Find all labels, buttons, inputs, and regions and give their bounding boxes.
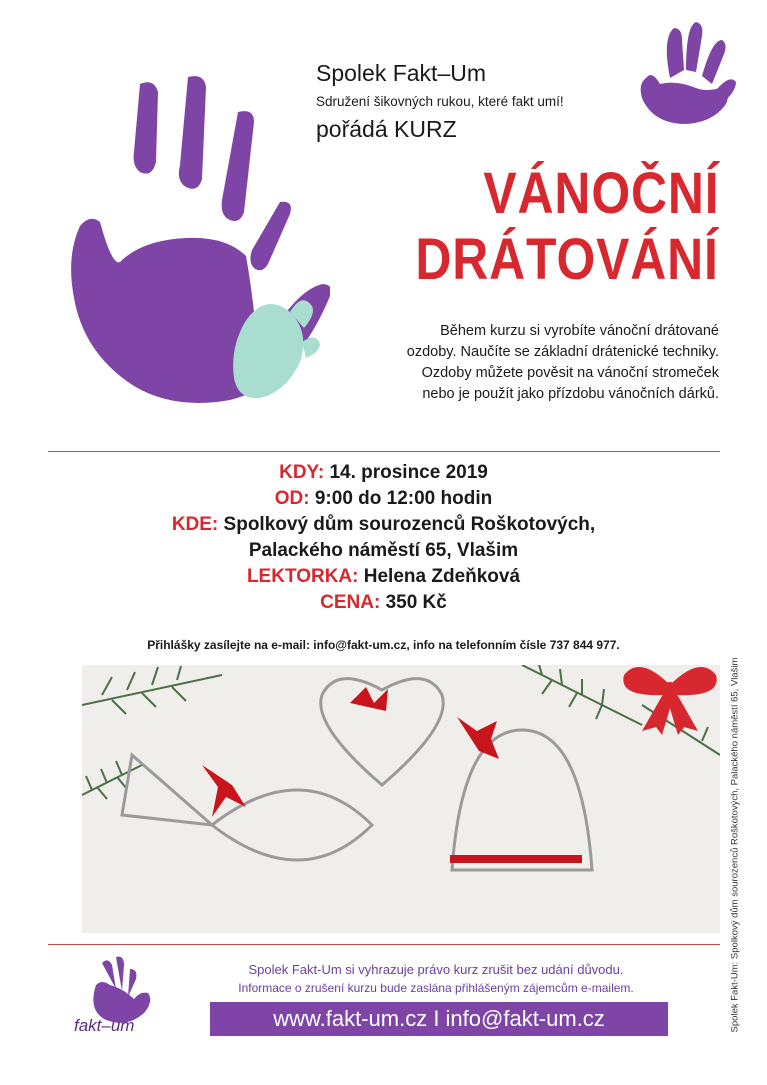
footer-note <box>210 960 662 998</box>
description-line: ozdoby. Naučíte se základní drátenické techniky. <box>406 344 719 360</box>
detail-label: CENA: <box>320 592 381 613</box>
detail-label: LEKTORKA: <box>246 566 359 587</box>
detail-value: 14. prosince 2019 <box>329 462 488 483</box>
detail-label: OD: <box>274 488 310 509</box>
organizes-text: pořádá KURZ <box>316 116 457 142</box>
detail-where-2 <box>0 538 767 564</box>
divider-bottom <box>48 944 720 945</box>
logo-text: fakt–um <box>74 1016 135 1035</box>
ribbon-bow-icon <box>620 655 720 735</box>
detail-value: 350 Kč <box>385 592 447 613</box>
course-description <box>339 321 719 405</box>
course-title-line-2: DRÁTOVÁNÍ <box>415 227 719 292</box>
detail-price <box>0 590 767 616</box>
description-line: nebo je použít jako přízdobu vánočních dárků. <box>422 386 719 402</box>
footer-note-line-1: Spolek Fakt-Um si vyhrazuje právo kurz zrušit bez udání důvodu. <box>248 962 624 977</box>
detail-from <box>0 486 767 512</box>
footer-website-bar[interactable]: www.fakt-um.cz I info@fakt-um.cz <box>210 1002 668 1036</box>
detail-value: Palackého náměstí 65, Vlašim <box>248 540 519 561</box>
contact-line: Přihlášky zasílejte na e-mail: info@fakt-um.cz, info na telefonním čísle 737 844 977. <box>147 638 620 652</box>
detail-value: Spolkový dům sourozenců Roškotových, <box>223 514 596 535</box>
small-handprint-icon <box>636 18 736 128</box>
purple-handprint-icon <box>70 72 330 432</box>
side-address-text <box>726 650 744 1040</box>
detail-when <box>0 460 767 486</box>
detail-value: Helena Zdeňková <box>363 566 521 587</box>
description-line: Ozdoby můžete pověsit na vánoční stromeček <box>421 365 719 381</box>
detail-lecturer <box>0 564 767 590</box>
course-title-line-1: VÁNOČNÍ <box>482 161 719 226</box>
org-tagline: Sdružení šikovných rukou, které fakt umí! <box>316 94 564 109</box>
detail-label: KDY: <box>279 462 325 483</box>
org-name: Spolek Fakt–Um <box>316 60 487 86</box>
description-line: Během kurzu si vyrobíte vánoční drátované <box>440 323 719 339</box>
divider-top <box>48 451 720 452</box>
side-address-label: Spolek Fakt-Um: Spolkový dům sourozenců Roškotových, Palackého náměstí 65, Vlašim <box>729 657 741 1033</box>
detail-where <box>0 512 767 538</box>
event-details <box>0 460 767 616</box>
detail-value: 9:00 do 12:00 hodin <box>314 488 493 509</box>
detail-label: KDE: <box>171 514 219 535</box>
footer-note-line-2: Informace o zrušení kurzu bude zaslána přihlášeným zájemcům e-mailem. <box>238 981 634 995</box>
